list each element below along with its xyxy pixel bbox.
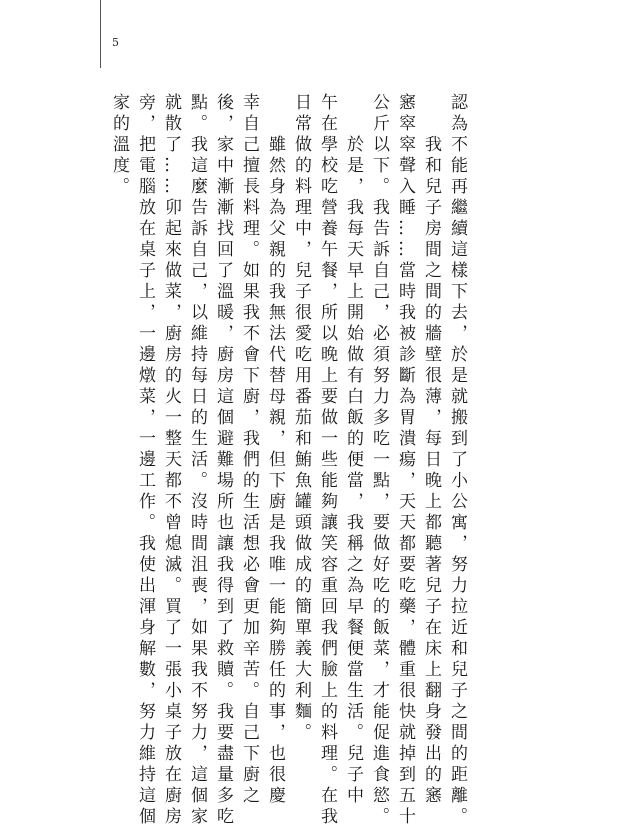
- text-line: 午在學校吃營養午餐，所以晚上要做一些能夠讓笑容重回我們臉上的料理。在我: [317, 93, 337, 828]
- text-line: 旁，把電腦放在桌子上，一邊燉菜，一邊工作。我使出渾身解數，努力維持這個: [135, 93, 155, 828]
- text-line: 雖然身為父親的我無法代替母親，但下廚是我唯一能夠勝任的事，也很慶: [265, 93, 285, 807]
- text-line: 就散了……卯起來做菜，廚房的火一整天都不曾熄滅。買了一張小桌子放在廚房: [161, 93, 181, 828]
- text-line: 認為不能再繼續這樣下去，於是就搬到了小公寓，努力拉近和兒子之間的距離。: [447, 93, 467, 828]
- text-line: 幸自己擅長料理。如果我不會下廚，我們的生活想必會更加辛苦。自己下廚之: [239, 93, 259, 807]
- text-line: 於是，我每天早上開始做有白飯的便當，我稱之為早餐便當生活。兒子中: [343, 93, 363, 807]
- margin-rule: [100, 0, 101, 68]
- page-number: 5: [112, 36, 119, 49]
- text-line: 窸窣窣聲入睡……當時我被診斷為胃潰瘍，天天都要吃藥，體重很快就掉到五十: [395, 93, 415, 828]
- text-line: 家的溫度。: [109, 93, 129, 198]
- text-line: 我和兒子房間之間的牆壁很薄，每日晚上都聽著兒子在床上翻身發出的窸: [421, 93, 441, 807]
- text-line: 公斤以下。我告訴自己，必須努力多吃一點，要做好吃的飯菜，才能促進食慾。: [369, 93, 389, 828]
- text-line: 後，家中漸漸找回了溫暖，廚房這個避難場所也讓我得到了救贖。我要盡量多吃: [213, 93, 233, 828]
- text-line: 點。我這麼告訴自己，以維持每日的生活。沒時間沮喪，如果我不努力，這個家: [187, 93, 207, 828]
- text-line: 日常做的料理中，兒子很愛吃用番茄和鮪魚罐頭做成的簡單義大利麵。: [291, 93, 311, 744]
- body-text: [106, 93, 470, 828]
